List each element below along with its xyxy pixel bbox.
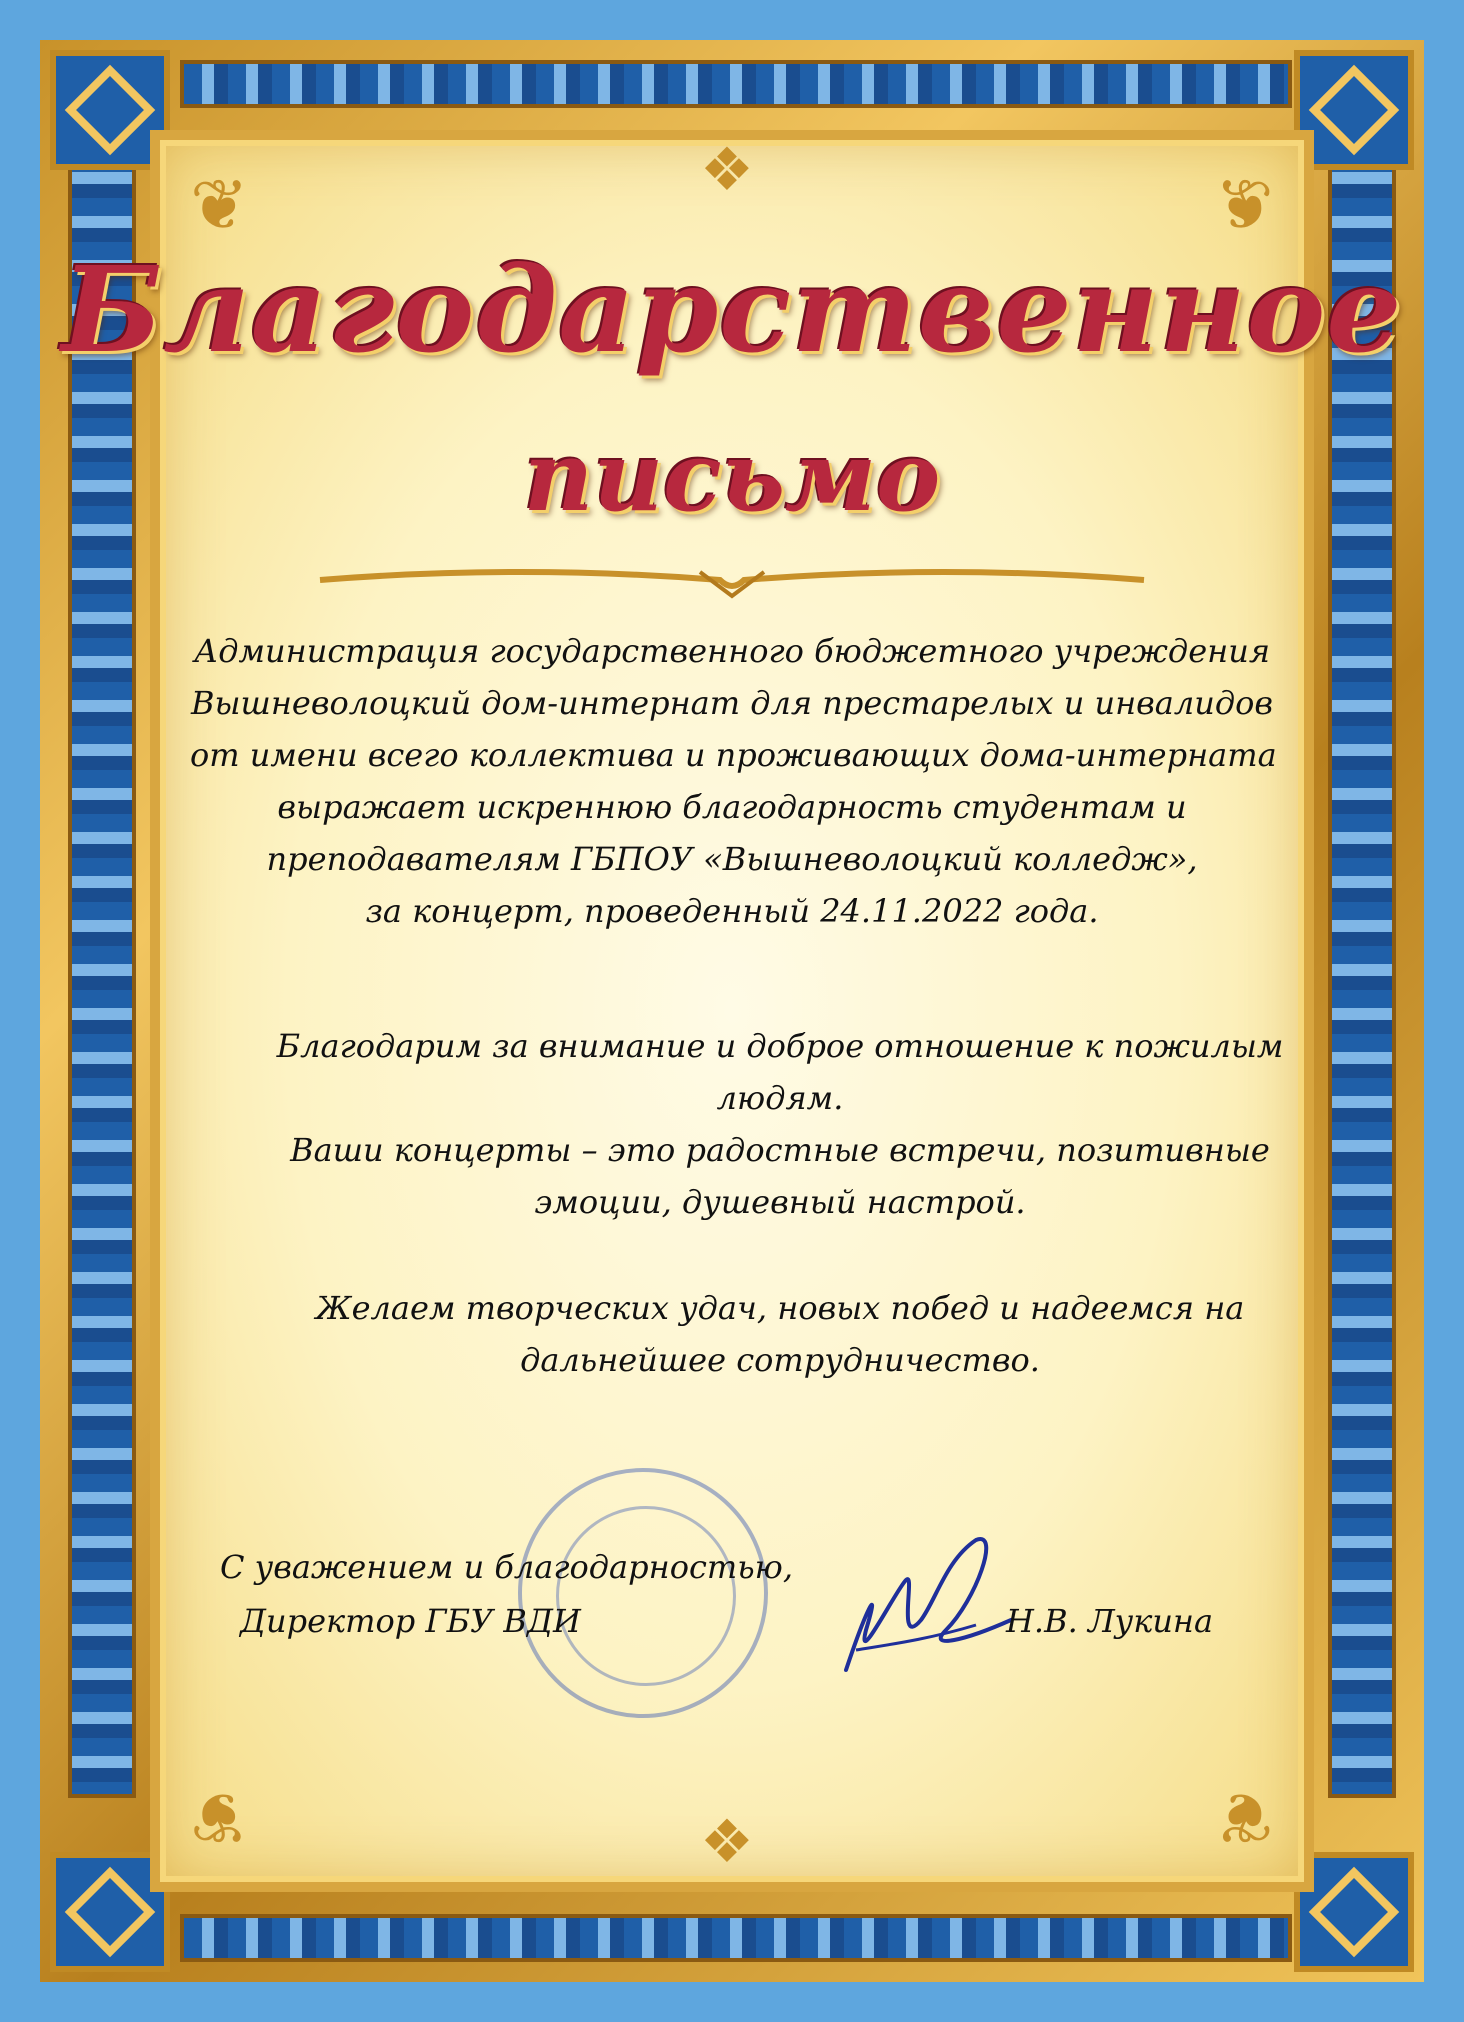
text-line: людям. (716, 1079, 844, 1117)
top-center-ornament-icon: ❖ (700, 135, 754, 205)
text-line: дальнейшее сотрудничество. (520, 1341, 1040, 1379)
signature-icon (826, 1520, 1016, 1690)
text-line: за концерт, проведенный 24.11.2022 года. (365, 892, 1099, 930)
closing-regards: С уважением и благодарностью, (220, 1548, 793, 1586)
official-stamp (518, 1468, 768, 1718)
bottom-center-ornament-icon: ❖ (700, 1807, 754, 1877)
frame-border-bottom (180, 1914, 1292, 1962)
frame-border-left (68, 150, 136, 1798)
paragraph-wishes (260, 1282, 1300, 1386)
scroll-ornament-icon: ❦ (190, 1776, 249, 1858)
text-line: Желаем творческих удач, новых побед и надеемся на (315, 1289, 1245, 1327)
certificate-subtitle: письмо (523, 420, 941, 533)
paragraph-thanks (260, 1020, 1300, 1228)
paragraph-main (190, 625, 1277, 937)
text-line: преподавателям ГБПОУ «Вышневолоцкий колледж», (266, 840, 1198, 878)
title-divider-icon (310, 560, 1154, 600)
scroll-ornament-icon: ❦ (190, 164, 249, 246)
text-line: от имени всего коллектива и проживающих дома-интерната (190, 736, 1277, 774)
director-name: Н.В. Лукина (1006, 1602, 1214, 1640)
text-line: эмоции, душевный настрой. (534, 1183, 1026, 1221)
scroll-ornament-icon: ❦ (1215, 1776, 1274, 1858)
frame-border-top (180, 60, 1292, 108)
director-position: Директор ГБУ ВДИ (240, 1602, 581, 1640)
certificate-title: Благодарственное (61, 240, 1403, 379)
frame-border-right (1328, 150, 1396, 1798)
scroll-ornament-icon: ❦ (1215, 164, 1274, 246)
text-line: Вышневолоцкий дом-интернат для престарелых и инвалидов (190, 684, 1274, 722)
text-line: Благодарим за внимание и доброе отношение к пожилым (276, 1027, 1284, 1065)
text-line: выражает искреннюю благодарность студентам и (277, 788, 1187, 826)
text-line: Администрация государственного бюджетного учреждения (193, 632, 1271, 670)
text-line: Ваши концерты – это радостные встречи, позитивные (290, 1131, 1270, 1169)
